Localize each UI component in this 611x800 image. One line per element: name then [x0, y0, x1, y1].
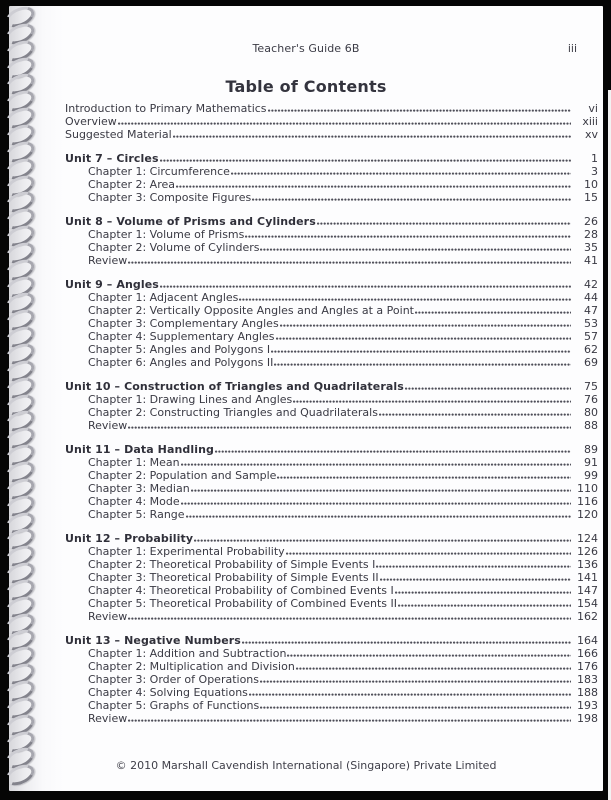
toc-entry-label: Chapter 2: Constructing Triangles and Quadrilaterals	[88, 406, 378, 419]
toc-entry-unit-2-ch-3	[65, 330, 598, 343]
toc-entry-page: 110	[577, 482, 598, 495]
toc-entry-unit-6-ch-2	[65, 673, 598, 686]
spiral-coil-icon	[3, 626, 38, 655]
dot-leader	[194, 539, 571, 543]
dot-leader	[379, 413, 571, 417]
toc-entry-page: 76	[584, 393, 598, 406]
toc-entry-unit-5-ch-1	[65, 558, 598, 571]
dot-leader	[245, 235, 571, 239]
dot-leader	[239, 298, 571, 302]
page-title: Table of Contents	[225, 77, 387, 96]
spiral-coil-icon	[3, 255, 38, 284]
toc-entry-page: 42	[584, 278, 598, 291]
toc-entry-unit-5	[65, 532, 598, 545]
unit-block-4	[65, 443, 598, 521]
toc-entry-label: Chapter 2: Multiplication and Division	[88, 660, 295, 673]
toc-entry-unit-4-ch-2	[65, 482, 598, 495]
toc-entry-page: 164	[577, 634, 598, 647]
toc-entry-page: 141	[577, 571, 598, 584]
spiral-coil-icon	[3, 727, 38, 756]
toc-entry-label: Chapter 4: Theoretical Probability of Combined Events I	[88, 584, 394, 597]
spiral-coil-icon	[3, 222, 38, 251]
dot-leader	[405, 387, 571, 391]
toc-entry-unit-2	[65, 278, 598, 291]
dot-leader	[160, 285, 571, 289]
dot-leader	[186, 515, 571, 519]
toc-entry-page: 47	[584, 304, 598, 317]
toc-entry-page: 35	[584, 241, 598, 254]
dot-leader	[260, 248, 571, 252]
toc-entry-page: 126	[577, 545, 598, 558]
spiral-coil-icon	[3, 458, 38, 487]
toc-entry-label: Chapter 1: Experimental Probability	[88, 545, 285, 558]
spiral-coil-icon	[3, 525, 38, 554]
toc-entry-unit-2-ch-4	[65, 343, 598, 356]
toc-entry-unit-6-ch-0	[65, 647, 598, 660]
toc-entry-label: Chapter 2: Area	[88, 178, 175, 191]
toc-entry-page: 75	[584, 380, 598, 393]
spiral-coil-icon	[3, 643, 38, 672]
dot-leader	[380, 578, 571, 582]
toc-entry-unit-2-ch-0	[65, 291, 598, 304]
toc-entry-page: xv	[584, 128, 598, 141]
dot-leader	[128, 719, 571, 723]
toc-entry-page: 166	[577, 647, 598, 660]
toc-entry-page: 3	[591, 165, 598, 178]
toc-entry-label: Introduction to Primary Mathematics	[65, 102, 267, 115]
spiral-coil-icon	[3, 677, 38, 706]
toc-entry-unit-5-ch-3	[65, 584, 598, 597]
toc-entry-page: 176	[577, 660, 598, 673]
toc-entry-unit-6-ch-5	[65, 712, 598, 725]
spiral-coil-icon	[3, 559, 38, 588]
dot-leader	[277, 476, 571, 480]
toc-entry-page: 57	[584, 330, 598, 343]
dot-leader	[215, 450, 571, 454]
dot-leader	[376, 565, 571, 569]
toc-entry-page: 69	[584, 356, 598, 369]
dot-leader	[268, 109, 571, 113]
toc-entry-unit-3-ch-0	[65, 393, 598, 406]
toc-entry-label: Chapter 1: Mean	[88, 456, 180, 469]
toc-entry-page: 1	[591, 152, 598, 165]
toc-entry-unit-5-ch-0	[65, 545, 598, 558]
toc-entry-label: Chapter 4: Solving Equations	[88, 686, 248, 699]
toc-entry-page: 162	[577, 610, 598, 623]
spiral-coil-icon	[3, 340, 38, 369]
dot-leader	[271, 350, 571, 354]
toc-entry-unit-4	[65, 443, 598, 456]
toc-entry-label: Unit 11 – Data Handling	[65, 443, 215, 456]
spiral-coil-icon	[3, 239, 38, 268]
dot-leader	[181, 463, 571, 467]
spiral-coil-icon	[3, 491, 38, 520]
spiral-coil-icon	[3, 660, 38, 689]
spiral-coil-icon	[3, 289, 38, 318]
toc-entry-page: 198	[577, 712, 598, 725]
toc-entry-label: Chapter 2: Vertically Opposite Angles and Angles at a Point	[88, 304, 414, 317]
toc-entry-page: 41	[584, 254, 598, 267]
toc-entry-page: 91	[584, 456, 598, 469]
dot-leader	[231, 172, 571, 176]
toc-entry-unit-2-ch-2	[65, 317, 598, 330]
dot-leader	[128, 426, 571, 430]
toc-entry-label: Chapter 1: Adjacent Angles	[88, 291, 239, 304]
toc-entry-page: 44	[584, 291, 598, 304]
dot-leader	[293, 400, 571, 404]
toc-entry-unit-0-ch-2	[65, 191, 598, 204]
spiral-coil-icon	[3, 576, 38, 605]
dot-leader	[296, 667, 571, 671]
toc-entry-page: 15	[584, 191, 598, 204]
spiral-coil-icon	[3, 3, 38, 32]
dot-leader	[280, 324, 571, 328]
toc-entry-unit-3	[65, 380, 598, 393]
toc-entry-unit-2-ch-5	[65, 356, 598, 369]
spiral-coil-icon	[3, 508, 38, 537]
toc-entry-page: 147	[577, 584, 598, 597]
unit-block-5	[65, 532, 598, 623]
dot-leader	[395, 591, 571, 595]
spiral-coil-icon	[3, 323, 38, 352]
toc-entry-unit-1-ch-1	[65, 241, 598, 254]
unit-block-1	[65, 215, 598, 267]
dot-leader	[317, 222, 571, 226]
toc-entry-label: Unit 9 – Angles	[65, 278, 159, 291]
table-of-contents	[65, 102, 598, 725]
toc-entry-unit-1-ch-2	[65, 254, 598, 267]
unit-block-3	[65, 380, 598, 432]
dot-leader	[128, 617, 571, 621]
toc-entry-page: 89	[584, 443, 598, 456]
toc-entry-unit-1	[65, 215, 598, 228]
spiral-coil-icon	[3, 592, 38, 621]
spiral-coil-icon	[3, 424, 38, 453]
toc-entry-label: Chapter 1: Circumference	[88, 165, 230, 178]
toc-entry-unit-6	[65, 634, 598, 647]
dot-leader	[415, 311, 571, 315]
toc-entry-label: Chapter 3: Complementary Angles	[88, 317, 279, 330]
toc-entry-page: vi	[588, 102, 598, 115]
toc-entry-unit-0	[65, 152, 598, 165]
toc-entry-label: Chapter 1: Volume of Prisms	[88, 228, 245, 241]
toc-entry-unit-2-ch-1	[65, 304, 598, 317]
dot-leader	[242, 641, 571, 645]
toc-entry-page: 80	[584, 406, 598, 419]
toc-entry-page: 193	[577, 699, 598, 712]
toc-entry-unit-6-ch-4	[65, 699, 598, 712]
dot-leader	[191, 489, 571, 493]
toc-entry-label: Chapter 3: Order of Operations	[88, 673, 260, 686]
dot-leader	[286, 552, 571, 556]
spiral-coil-icon	[3, 609, 38, 638]
dot-leader	[181, 502, 571, 506]
toc-entry-label: Chapter 5: Angles and Polygons I	[88, 343, 271, 356]
spiral-coil-icon	[3, 390, 38, 419]
toc-entry-label: Unit 12 – Probability	[65, 532, 194, 545]
dot-leader	[274, 363, 571, 367]
dot-leader	[118, 122, 571, 126]
dot-leader	[160, 159, 571, 163]
toc-entry-unit-5-ch-5	[65, 610, 598, 623]
toc-entry-page: 10	[584, 178, 598, 191]
toc-entry-label: Chapter 1: Drawing Lines and Angles	[88, 393, 293, 406]
toc-entry-label: Chapter 3: Median	[88, 482, 190, 495]
unit-block-6	[65, 634, 598, 725]
toc-entry-label: Suggested Material	[65, 128, 172, 141]
running-header: Teacher's Guide 6B	[252, 42, 360, 55]
spiral-coil-icon	[3, 474, 38, 503]
toc-entry-page: 120	[577, 508, 598, 521]
toc-entry-unit-3-ch-2	[65, 419, 598, 432]
spiral-coil-icon	[3, 121, 38, 150]
toc-entry-label: Chapter 5: Range	[88, 508, 185, 521]
toc-entry-label: Chapter 1: Addition and Subtraction	[88, 647, 287, 660]
dot-leader	[173, 135, 571, 139]
toc-entry-page: xiii	[582, 115, 598, 128]
toc-entry-label: Chapter 2: Population and Sample	[88, 469, 277, 482]
toc-entry-label: Chapter 2: Volume of Cylinders	[88, 241, 260, 254]
toc-entry-label: Chapter 4: Supplementary Angles	[88, 330, 275, 343]
toc-entry-unit-4-ch-3	[65, 495, 598, 508]
spiral-coil-icon	[3, 171, 38, 200]
unit-block-2	[65, 278, 598, 369]
spiral-coil-icon	[3, 441, 38, 470]
toc-entry-front-0	[65, 102, 598, 115]
spiral-binding	[2, 6, 44, 791]
toc-entry-unit-0-ch-0	[65, 165, 598, 178]
spiral-coil-icon	[3, 407, 38, 436]
dot-leader	[287, 654, 571, 658]
dot-leader	[176, 185, 571, 189]
toc-entry-label: Review	[88, 610, 128, 623]
spiral-coil-icon	[3, 357, 38, 386]
spiral-coil-icon	[3, 373, 38, 402]
toc-entry-front-2	[65, 128, 598, 141]
dot-leader	[128, 261, 571, 265]
toc-entry-unit-5-ch-4	[65, 597, 598, 610]
toc-entry-page: 154	[577, 597, 598, 610]
toc-entry-front-1	[65, 115, 598, 128]
toc-entry-page: 136	[577, 558, 598, 571]
dot-leader	[276, 337, 572, 341]
toc-entry-page: 124	[577, 532, 598, 545]
toc-entry-label: Unit 10 – Construction of Triangles and Quadrilaterals	[65, 380, 404, 393]
toc-entry-label: Unit 7 – Circles	[65, 152, 159, 165]
dot-leader	[252, 198, 571, 202]
spiral-coil-icon	[3, 188, 38, 217]
toc-entry-label: Review	[88, 419, 128, 432]
front-matter-block	[65, 102, 598, 141]
spiral-coil-icon	[3, 137, 38, 166]
spiral-coil-icon	[3, 154, 38, 183]
toc-entry-page: 88	[584, 419, 598, 432]
dot-leader	[260, 706, 571, 710]
toc-entry-unit-3-ch-1	[65, 406, 598, 419]
toc-entry-label: Review	[88, 712, 128, 725]
toc-entry-page: 62	[584, 343, 598, 356]
toc-entry-page: 28	[584, 228, 598, 241]
toc-entry-label: Unit 13 – Negative Numbers	[65, 634, 241, 647]
unit-block-0	[65, 152, 598, 204]
toc-entry-label: Chapter 4: Mode	[88, 495, 180, 508]
toc-entry-page: 116	[577, 495, 598, 508]
toc-entry-unit-4-ch-0	[65, 456, 598, 469]
dot-leader	[260, 680, 571, 684]
toc-entry-unit-4-ch-4	[65, 508, 598, 521]
toc-entry-label: Chapter 6: Angles and Polygons II	[88, 356, 274, 369]
toc-entry-label: Unit 8 – Volume of Prisms and Cylinders	[65, 215, 316, 228]
toc-entry-unit-0-ch-1	[65, 178, 598, 191]
toc-entry-label: Chapter 3: Composite Figures	[88, 191, 252, 204]
toc-entry-page: 26	[584, 215, 598, 228]
dot-leader	[398, 604, 571, 608]
toc-entry-unit-5-ch-2	[65, 571, 598, 584]
copyright-footer: © 2010 Marshall Cavendish International (Singapore) Private Limited	[115, 759, 497, 772]
toc-entry-label: Overview	[65, 115, 117, 128]
toc-entry-label: Review	[88, 254, 128, 267]
page-number-folio: iii	[567, 42, 577, 55]
spiral-coil-icon	[3, 694, 38, 723]
spiral-coil-icon	[3, 306, 38, 335]
book-page	[9, 6, 603, 791]
spiral-coil-icon	[3, 710, 38, 739]
spiral-coil-icon	[3, 272, 38, 301]
spiral-coil-icon	[3, 542, 38, 571]
toc-entry-unit-4-ch-1	[65, 469, 598, 482]
toc-entry-unit-6-ch-3	[65, 686, 598, 699]
toc-entry-label: Chapter 5: Theoretical Probability of Combined Events II	[88, 597, 397, 610]
spiral-coil-icon	[3, 104, 38, 133]
toc-entry-page: 188	[577, 686, 598, 699]
dot-leader	[249, 693, 571, 697]
toc-entry-page: 53	[584, 317, 598, 330]
spiral-coil-icon	[3, 205, 38, 234]
toc-entry-label: Chapter 2: Theoretical Probability of Simple Events I	[88, 558, 376, 571]
toc-entry-page: 183	[577, 673, 598, 686]
toc-entry-label: Chapter 3: Theoretical Probability of Simple Events II	[88, 571, 379, 584]
toc-entry-label: Chapter 5: Graphs of Functions	[88, 699, 260, 712]
toc-entry-page: 99	[584, 469, 598, 482]
toc-entry-unit-6-ch-1	[65, 660, 598, 673]
toc-entry-unit-1-ch-0	[65, 228, 598, 241]
